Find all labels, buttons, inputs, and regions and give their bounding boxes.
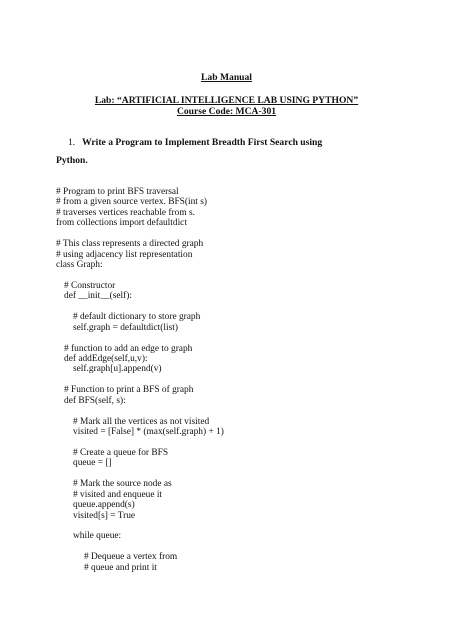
code-line: # Function to print a BFS of graph — [64, 385, 194, 396]
code-line: from collections import defaultdict — [56, 218, 187, 229]
code-line: def addEdge(self,u,v): — [64, 354, 148, 364]
code-line — [56, 271, 436, 281]
code-line — [56, 406, 436, 416]
code-line: # Dequeue a vertex from — [84, 552, 178, 563]
code-line: # queue and print it — [84, 562, 157, 573]
code-line: # Create a queue for BFS — [73, 447, 169, 458]
lab-title: Lab: “ARTIFICIAL INTELLIGENCE LAB USING PYTHON” — [94, 95, 359, 106]
document-title: Lab Manual — [201, 72, 252, 83]
code-line — [56, 375, 436, 385]
question-number: 1. — [68, 137, 76, 148]
code-line: visited[s] = True — [73, 510, 136, 521]
code-line — [56, 229, 436, 239]
question-text-line-2: Python. — [56, 155, 88, 166]
code-line: # using adjacency list representation — [56, 249, 193, 260]
code-line: # default dictionary to store graph — [73, 312, 201, 323]
code-line — [56, 438, 436, 448]
code-line: self.graph[u].append(v) — [73, 364, 162, 375]
code-line — [56, 302, 436, 312]
code-line: # from a given source vertex. BFS(int s) — [56, 197, 208, 208]
code-line: # visited and enqueue it — [73, 489, 163, 500]
code-line — [56, 469, 436, 479]
code-line: # traverses vertices reachable from s. — [56, 207, 195, 218]
code-line: # This class represents a directed graph — [56, 239, 204, 250]
code-line: # Constructor — [64, 280, 116, 291]
code-line: def BFS(self, s): — [64, 395, 126, 406]
code-line — [56, 542, 436, 552]
code-line: queue.append(s) — [73, 500, 135, 511]
code-line — [56, 521, 436, 531]
question-text-line-1: Write a Program to Implement Breadth First Search using — [82, 137, 323, 148]
code-line: def __init__(self): — [64, 291, 132, 302]
code-line: # Mark all the vertices as not visited — [73, 416, 210, 427]
code-line: self.graph = defaultdict(list) — [73, 322, 178, 333]
course-code: Course Code: MCA-301 — [176, 106, 277, 117]
code-line: # function to add an edge to graph — [64, 343, 193, 354]
code-line: while queue: — [73, 531, 122, 542]
code-line — [56, 333, 436, 343]
code-line: queue = [] — [73, 458, 112, 469]
code-line: # Mark the source node as — [73, 479, 172, 490]
code-line: # Program to print BFS traversal — [56, 187, 179, 197]
code-line: visited = [False] * (max(self.graph) + 1) — [73, 427, 224, 438]
code-line: class Graph: — [56, 260, 103, 271]
code-listing — [56, 187, 436, 573]
